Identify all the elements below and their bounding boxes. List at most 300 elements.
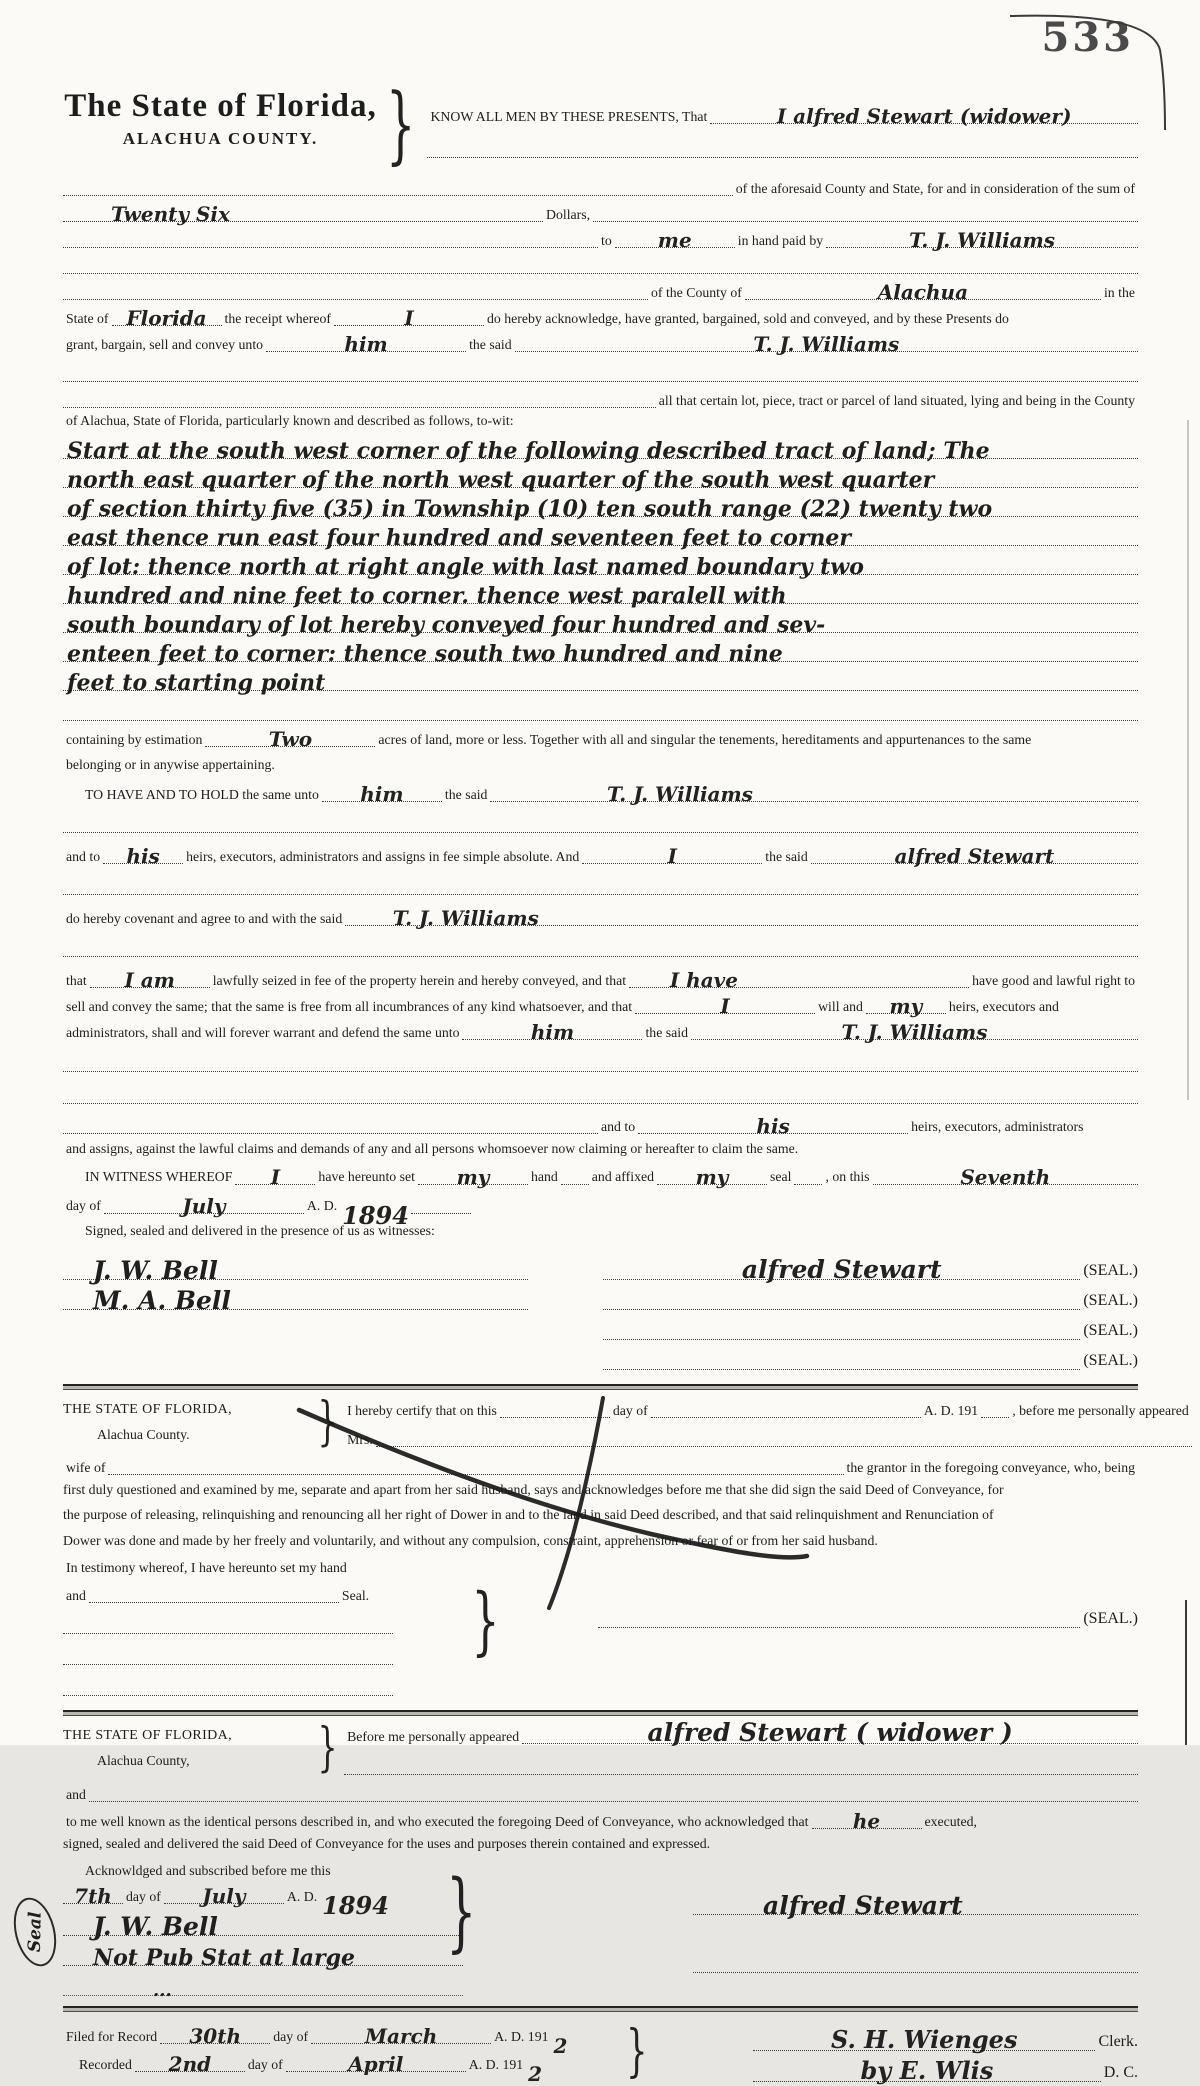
- ack-label: Acknowldged and subscribed before me this: [85, 1862, 331, 1878]
- tohave-whom-field: [322, 782, 442, 807]
- known-label: to me well known as the identical persons described in, and who executed the foregoing Deed of Conveyance, who acknowledged that: [66, 1813, 809, 1829]
- dower-text-line: the purpose of releasing, relinquishing and renouncing all her right of Dower in and to the land in said Deed described, and that said relinquishment and Renunciation of: [63, 1507, 994, 1523]
- blank-field: [63, 230, 598, 248]
- description-line: [63, 430, 1138, 465]
- certify-label: I hereby certify that on this: [347, 1402, 497, 1418]
- form-line-warrant: [63, 1020, 1138, 1045]
- blank-field: [63, 1116, 598, 1134]
- month-handwriting: July: [182, 1193, 226, 1218]
- ad191-label: A. D. 191: [494, 2028, 549, 2044]
- description-text: enteen feet to corner: thence south two hundred and nine: [67, 641, 783, 668]
- brace-icon: [318, 1722, 338, 1774]
- witness2-handwriting: M. A. Bell: [93, 1285, 231, 1315]
- receipt-field: [334, 306, 484, 330]
- seal-oval-handwriting: Seal: [24, 1911, 46, 1953]
- dower-text-line: Dower was done and made by her freely and voluntarily, and without any compulsion, constraint, apprehension or fear of or from her said husband.: [63, 1533, 878, 1549]
- clerk-signature-handwriting: S. H. Wienges: [830, 2024, 1018, 2054]
- page-title: The State of Florida,: [64, 88, 377, 124]
- ack-day-handwriting: 7th: [74, 1883, 112, 1908]
- seal-label: (SEAL.): [1083, 1291, 1138, 1309]
- testimony-left: [63, 1558, 483, 1696]
- form-line-blank: [63, 1054, 1138, 1072]
- hand-label: hand: [530, 1169, 558, 1185]
- amount-handwriting: Twenty Six: [111, 202, 230, 226]
- grant-whom-field: [266, 332, 466, 356]
- tohave-whom-handwriting: him: [360, 782, 404, 807]
- dayof-label: day of: [612, 1402, 648, 1418]
- brace-icon: [447, 1869, 477, 1955]
- filed-label: Filed for Record: [66, 2028, 158, 2044]
- description-text: east thence run east four hundred and seventeen feet to corner: [67, 525, 852, 552]
- filed-day-handwriting: 30th: [189, 2023, 242, 2048]
- blank-field: [63, 1054, 1138, 1072]
- mrs-line: [344, 1429, 1192, 1447]
- wife-line: [63, 1457, 1138, 1475]
- form-line-grant: [63, 332, 1138, 356]
- grantee-field: [345, 906, 1138, 931]
- form-line-situated: [63, 390, 1138, 408]
- blank-field: [63, 390, 656, 408]
- deputy-signature-handwriting: by E. Wlis: [860, 2055, 994, 2085]
- affixed-label: and affixed: [591, 1169, 654, 1185]
- header-right: [427, 88, 1138, 158]
- form-line-blank: [63, 256, 1138, 274]
- blank-field: [63, 178, 733, 196]
- form-line-belonging: [63, 757, 1138, 772]
- notary2-venue: [63, 1724, 311, 1769]
- notary-name-handwriting: J. W. Bell: [93, 1911, 218, 1941]
- to-label: to: [601, 232, 612, 248]
- deputy-line: [753, 2055, 1138, 2085]
- receipt-label: the receipt whereof: [224, 310, 332, 326]
- form-line-paidby: [63, 228, 1138, 252]
- witnesswhereof-label: IN WITNESS WHEREOF: [85, 1169, 233, 1185]
- notary2-county: Alachua County,: [97, 1752, 190, 1768]
- form-line-date: day of July A. D. 1894: [63, 1196, 1138, 1214]
- testimony-line: [63, 1560, 483, 1575]
- notary1-header: [63, 1398, 1189, 1448]
- witness-column: [63, 1250, 528, 1370]
- blank-field: [63, 1616, 393, 1634]
- i-am-field: [90, 968, 210, 993]
- w-my2-handwriting: my: [695, 1164, 729, 1189]
- blank-field: [63, 939, 1138, 957]
- grantee-handwriting: T. J. Williams: [753, 332, 900, 356]
- dc-label: D. C.: [1103, 2063, 1138, 2081]
- form-line-assigns: [63, 1141, 1138, 1156]
- acres-field: [205, 727, 375, 752]
- description-text: Start at the south west corner of the following described tract of land; The: [67, 438, 990, 465]
- short-blank-line: [63, 1616, 483, 1634]
- i-field: [635, 994, 815, 1019]
- seal-label: (SEAL.): [1083, 1609, 1138, 1627]
- rec-day-field: [135, 2051, 245, 2076]
- blank-field: [63, 703, 1138, 721]
- blank-field: [63, 1647, 393, 1665]
- grantor-field: [811, 844, 1138, 869]
- blank-field: [63, 815, 1138, 833]
- state-field: [112, 306, 222, 330]
- ad191-label: A. D. 191: [923, 1402, 979, 1418]
- sell-label: sell and convey the same; that the same is free from all incumbrances of any kind whatsoever, and that: [66, 999, 633, 1015]
- inthe-label: in the: [1103, 284, 1135, 300]
- day-value-field: [873, 1164, 1138, 1189]
- brace-icon: [471, 1584, 499, 1658]
- blank-field: [63, 282, 648, 300]
- grantor-text-label: the grantor in the foregoing conveyance, who, being: [846, 1459, 1135, 1475]
- willand-label: will and: [818, 999, 863, 1015]
- form-line-blank: [63, 877, 1138, 895]
- and-line: [63, 1784, 1138, 1802]
- containing-label: containing by estimation: [66, 732, 203, 747]
- to-whom-field: [615, 228, 735, 252]
- he-field: [812, 1808, 922, 1833]
- section-divider: [63, 1710, 1138, 1716]
- grant-label: grant, bargain, sell and convey unto: [66, 336, 264, 352]
- known-line: [63, 1808, 1138, 1833]
- witness-signature-line: [63, 1250, 528, 1285]
- notary1-county: Alachua County.: [97, 1426, 190, 1442]
- mrs-label: Mrs.: [347, 1431, 373, 1447]
- header: [63, 88, 1138, 166]
- ack-right: [533, 1863, 1138, 1996]
- executed-label: executed,: [924, 1813, 977, 1829]
- description-text: feet to starting point: [67, 670, 326, 697]
- form-line-witnesswhereof: [63, 1164, 1138, 1189]
- towit-label: of Alachua, State of Florida, particularly known and described as follows, to-wit:: [66, 413, 514, 428]
- appeared-field: [522, 1718, 1138, 1748]
- form-line-blank: [63, 939, 1138, 957]
- blank-line: [344, 1757, 1138, 1775]
- form-line-presents: [427, 104, 1138, 128]
- blank-field: [89, 1784, 1138, 1802]
- form-line-state: [63, 306, 1138, 330]
- ad-label: A. D.: [286, 1888, 318, 1904]
- my-handwriting: my: [889, 994, 923, 1019]
- seized-label: lawfully seized in fee of the property herein and hereby conveyed, and that: [212, 973, 627, 989]
- signature-block: [63, 1250, 1138, 1370]
- wifeof-label: wife of: [66, 1459, 106, 1475]
- page-number: 533: [1041, 14, 1134, 61]
- notary-signature-line: [63, 1906, 463, 1941]
- short-blank-line: [63, 1678, 483, 1696]
- rec-day-handwriting: 2nd: [168, 2051, 212, 2076]
- seal-column: [528, 1250, 1138, 1370]
- county-handwriting: Alachua: [877, 280, 969, 304]
- form-line-blank: [63, 703, 1138, 721]
- blank-field: [63, 1678, 393, 1696]
- aforesaid-label: of the aforesaid County and State, for and in consideration of the sum of: [735, 180, 1135, 196]
- notary2-appear-lines: [344, 1718, 1138, 1775]
- thesaid-label: the said: [444, 787, 488, 803]
- blank-field: [603, 1310, 1080, 1340]
- and-label: and: [66, 1786, 86, 1802]
- acknowledgment-block: [24, 1862, 1138, 2001]
- dayof-label: day of: [66, 1198, 101, 1214]
- description-line: [63, 546, 1138, 581]
- blank-field: [651, 1400, 921, 1418]
- blank-field: [411, 1196, 471, 1214]
- testimony-right: [483, 1558, 1138, 1696]
- ad191-label: A. D. 191: [468, 2056, 524, 2072]
- payer-field: [826, 228, 1138, 252]
- amount-field: [63, 202, 543, 226]
- header-county: ALACHUA COUNTY.: [122, 129, 319, 148]
- seal-small-label: Seal.: [341, 1587, 370, 1603]
- description-line: [63, 459, 1138, 494]
- seal-label: (SEAL.): [1083, 1261, 1138, 1279]
- heirs-label: heirs, executors, administrators and assigns in fee simple absolute. And: [186, 849, 580, 865]
- grantor-ack-signature-line: [693, 1885, 1138, 1920]
- description-line: [63, 633, 1138, 668]
- witness1-handwriting: J. W. Bell: [93, 1255, 218, 1285]
- header-left: [63, 88, 378, 149]
- dower-text-line: first duly questioned and examined by me, separate and apart from her said husband, says and acknowledges before me that she did sign the said Deed of Conveyance, for: [63, 1481, 1004, 1497]
- his-handwriting: his: [126, 844, 160, 869]
- thesaid-label: the said: [469, 336, 512, 352]
- clerk-signature-field: [753, 2024, 1095, 2054]
- his-handwriting: his: [756, 1114, 790, 1139]
- blank-field: [603, 1340, 1080, 1370]
- recorded-label: Recorded: [79, 2056, 132, 2072]
- grantor-handwriting: alfred Stewart: [894, 844, 1055, 869]
- grantor-handwriting: I alfred Stewart (widower): [776, 104, 1072, 128]
- section-divider: [63, 2006, 1138, 2012]
- assigns-label: and assigns, against the lawful claims and demands of any and all persons whomsoever now claiming or hereafter to claim the same.: [66, 1141, 799, 1157]
- dayof-label: day of: [126, 1888, 161, 1904]
- ack-day-field: [63, 1883, 123, 1908]
- that-label: that: [66, 973, 87, 989]
- stateof-label: State of: [66, 310, 109, 326]
- appeared-handwriting: alfred Stewart ( widower ): [647, 1718, 1013, 1748]
- description-text: of section thirty five (35) in Township (10) ten south range (22) twenty two: [67, 496, 993, 523]
- seal-line: [598, 1610, 1138, 1628]
- form-line-county: [63, 280, 1138, 304]
- grantee-field: [691, 1020, 1138, 1045]
- ack-month-field: [164, 1883, 284, 1908]
- witness-signature-line: [63, 1280, 528, 1315]
- notary-title-line: [63, 1936, 463, 1971]
- description-line: [63, 488, 1138, 523]
- i-have-field: [629, 968, 969, 993]
- blank-field: [63, 364, 1138, 382]
- description-line: [63, 604, 1138, 639]
- notary2-state: THE STATE OF FLORIDA,: [63, 1727, 233, 1743]
- w-my-field: [418, 1164, 528, 1189]
- description-line: [63, 575, 1138, 610]
- grantor-signature-handwriting: alfred Stewart: [741, 1254, 942, 1284]
- seal-label: (SEAL.): [1083, 1351, 1138, 1369]
- set-label: have hereunto set: [318, 1169, 415, 1185]
- legal-description: [63, 430, 1138, 697]
- form-line-sell: [63, 994, 1138, 1019]
- and-i-field: [582, 844, 762, 869]
- grantee-handwriting: T. J. Williams: [841, 1020, 988, 1045]
- blank-field: [427, 140, 1138, 158]
- blank-field: [344, 1757, 1138, 1775]
- seal-line: [603, 1280, 1138, 1310]
- clerk-line: [753, 2024, 1138, 2054]
- brace-icon: [318, 1396, 338, 1448]
- deputy-signature-field: [753, 2055, 1101, 2085]
- i-have-handwriting: I have: [669, 968, 739, 993]
- notary-seal-stamp: [7, 1893, 63, 1971]
- payer-handwriting: T. J. Williams: [909, 228, 1056, 252]
- belonging-label: belonging or in anywise appertaining.: [66, 757, 275, 773]
- signed-line: signed, sealed and delivered the said Deed of Conveyance for the uses and purposes therein contained and expressed.: [63, 1835, 711, 1851]
- acres-label: acres of land, more or less. Together with all and singular the tenements, hereditaments and appurtenances to the same: [378, 732, 1032, 747]
- certify-line: [344, 1400, 1192, 1418]
- him-field: [462, 1020, 642, 1045]
- blank-field: [63, 877, 1138, 895]
- grantee-handwriting: T. J. Williams: [392, 906, 539, 931]
- ack-month-handwriting: July: [202, 1883, 246, 1908]
- grantee-field: [490, 782, 1138, 807]
- thesaid-label: the said: [645, 1025, 688, 1041]
- recorded-line: Recorded 2nd day of April A. D. 191 2: [79, 2051, 543, 2086]
- blank-field: [63, 1086, 1138, 1104]
- form-line-blank: [63, 1086, 1138, 1104]
- situated-label: all that certain lot, piece, tract or parcel of land situated, lying and being in the County: [658, 392, 1135, 408]
- dayof-label: day of: [273, 2028, 309, 2044]
- heirs2-label: heirs, executors and: [948, 999, 1059, 1015]
- before-label: , before me personally appeared: [1012, 1402, 1189, 1418]
- thesaid-label: the said: [765, 849, 808, 865]
- and-seal-line: [63, 1585, 483, 1603]
- filed-day-field: [160, 2023, 270, 2048]
- section-divider: [63, 1384, 1138, 1390]
- notary-title-handwriting: Not Pub Stat at large: [93, 1944, 355, 1971]
- form-line-towit: [63, 413, 1138, 428]
- ad-label: A. D.: [306, 1198, 338, 1214]
- blank-field: [376, 1429, 1192, 1447]
- grantor-signature-field: [603, 1250, 1080, 1284]
- sealword-label: seal: [769, 1169, 792, 1185]
- form-line-tohave: [63, 782, 1138, 807]
- seal-line: [603, 1250, 1138, 1284]
- grantor-ack-signature-handwriting: alfred Stewart: [763, 1890, 963, 1920]
- blank-field: [500, 1400, 610, 1418]
- form-line-heirs: [63, 844, 1138, 869]
- w-my2-field: [657, 1164, 767, 1189]
- covenant-label: do hereby covenant and agree to and with the said: [66, 911, 343, 927]
- blank-signature-line: [693, 1943, 1138, 1973]
- blank-field: [794, 1167, 822, 1185]
- form-line-blank: [427, 140, 1138, 158]
- form-line-covenant: [63, 906, 1138, 931]
- before-line: [344, 1718, 1138, 1748]
- filed-month-field: [311, 2023, 491, 2048]
- my-field: [866, 994, 946, 1019]
- record-block: [63, 2022, 1138, 2086]
- grant-whom-handwriting: him: [344, 332, 388, 356]
- w-i-field: [235, 1164, 315, 1189]
- and-label: and: [66, 1587, 86, 1603]
- seal-line: [603, 1310, 1138, 1340]
- ofcounty-label: of the County of: [651, 284, 742, 300]
- and-i-handwriting: I: [667, 844, 677, 869]
- form-line-containing: [63, 727, 1138, 752]
- marks-line: [63, 1966, 463, 2001]
- notary1-state: THE STATE OF FLORIDA,: [63, 1401, 233, 1417]
- brace-icon: [626, 2024, 647, 2080]
- ack-date-line: 7th day of July A. D. 1894: [63, 1886, 533, 1904]
- county-field: [745, 280, 1101, 304]
- form-line-signedpresence: [63, 1223, 1138, 1238]
- grantee-handwriting: T. J. Williams: [606, 782, 753, 807]
- form-line-amount: [63, 202, 1138, 226]
- notary2-header: [63, 1718, 1138, 1775]
- admins-label: administrators, shall and will forever warrant and defend the same unto: [66, 1025, 460, 1041]
- testimony-block: [63, 1558, 1138, 1696]
- filed-month-handwriting: March: [364, 2023, 438, 2048]
- form-line-aforesaid: [63, 178, 1138, 196]
- inhand-label: in hand paid by: [737, 232, 824, 248]
- dollars-label: Dollars,: [546, 206, 591, 222]
- seal-line: [603, 1340, 1138, 1370]
- dayof-label: day of: [247, 2056, 283, 2072]
- onthis-label: , on this: [825, 1169, 870, 1185]
- seal-label: (SEAL.): [1083, 1321, 1138, 1339]
- blank-field: [63, 256, 1138, 274]
- description-text: of lot: thence north at right angle with last named boundary two: [67, 554, 864, 581]
- notary1-certify-lines: [344, 1398, 1192, 1447]
- description-text: south boundary of lot hereby conveyed four hundred and sev-: [67, 612, 826, 639]
- w-my-handwriting: my: [456, 1164, 490, 1189]
- blank-field: [981, 1400, 1009, 1418]
- i-am-handwriting: I am: [124, 968, 175, 993]
- month-field: [104, 1193, 304, 1218]
- blank-field: [561, 1167, 589, 1185]
- heirs3-label: heirs, executors, administrators: [911, 1119, 1084, 1135]
- rightto-label: have good and lawful right to: [972, 973, 1135, 989]
- blank-field: [593, 204, 1138, 222]
- w-i-handwriting: I: [270, 1164, 281, 1189]
- notary1-venue: [63, 1398, 311, 1443]
- clerk-label: Clerk.: [1098, 2032, 1138, 2050]
- andto-label: and to: [66, 849, 101, 865]
- receipt-handwriting: I: [404, 306, 414, 330]
- description-text: north east quarter of the north west quarter of the south west quarter: [67, 467, 935, 494]
- grantee-field: [515, 332, 1138, 356]
- blank-field: [598, 1610, 1080, 1628]
- rec-month-handwriting: April: [348, 2051, 404, 2076]
- description-text: hundred and nine feet to corner. thence west paralell with: [67, 583, 787, 610]
- filed-line: Filed for Record 30th day of March A. D. 191 2: [66, 2023, 568, 2058]
- i-handwriting: I: [720, 994, 730, 1019]
- before-label: Before me personally appeared: [347, 1728, 520, 1744]
- day-value-handwriting: Seventh: [960, 1164, 1051, 1189]
- description-line: [63, 662, 1138, 697]
- short-blank-line: [63, 1647, 483, 1665]
- form-line-seized: [63, 968, 1138, 993]
- record-right: [683, 2022, 1138, 2085]
- tohave-label: TO HAVE AND TO HOLD the same unto: [85, 787, 319, 803]
- testimony-label: In testimony whereof, I have hereunto set my hand: [66, 1559, 347, 1575]
- notary-dower-section: [63, 1398, 1189, 1696]
- he-handwriting: he: [852, 1808, 881, 1833]
- grantor-field: [710, 104, 1138, 128]
- to-whom-handwriting: me: [657, 228, 692, 252]
- state-handwriting: Florida: [126, 306, 207, 330]
- blank-field: [108, 1457, 843, 1475]
- presents-label: KNOW ALL MEN BY THESE PRESENTS, That: [430, 108, 708, 124]
- acres-handwriting: Two: [268, 727, 313, 752]
- brace-icon: [386, 82, 415, 166]
- ack-left: [24, 1862, 533, 2001]
- form-line-blank: [63, 364, 1138, 382]
- rec-month-field: [286, 2051, 466, 2076]
